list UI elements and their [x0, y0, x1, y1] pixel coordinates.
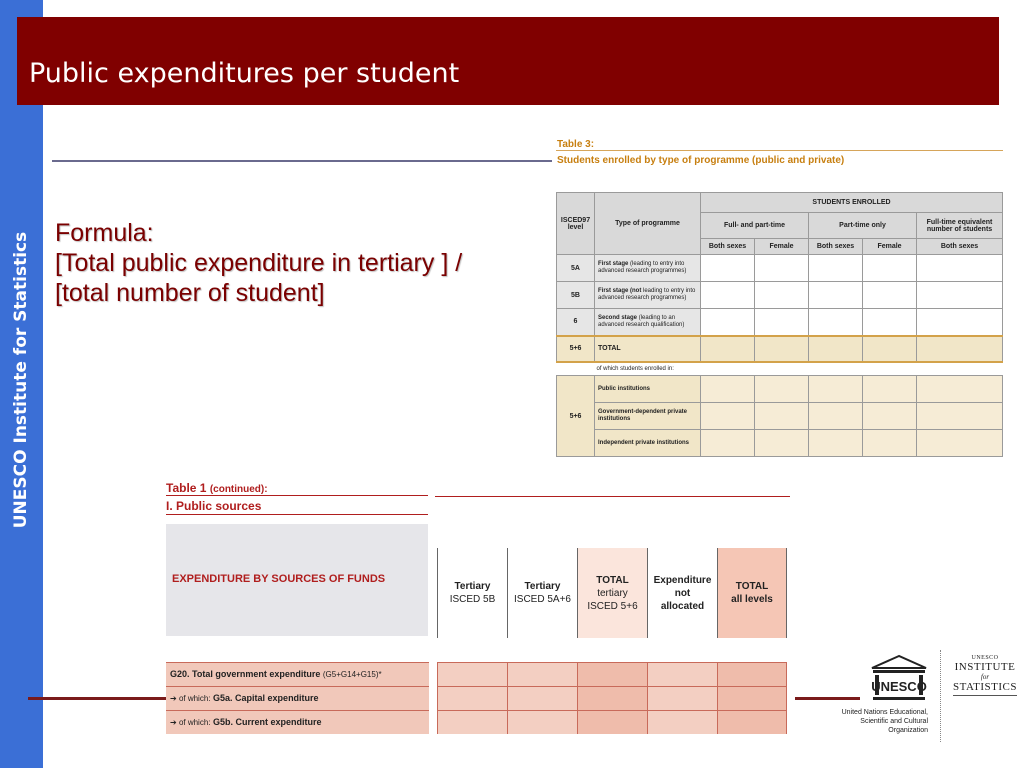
table1-row-label: ➔ of which: G5b. Current expenditure: [166, 710, 429, 734]
table3-total-label: TOTAL: [595, 336, 701, 362]
arrow-right-icon: ➔: [170, 718, 179, 727]
table-row: [166, 686, 790, 710]
table3-header-both-sexes: Both sexes: [701, 239, 755, 255]
table3-rule: [556, 150, 1003, 151]
table3-level: 6: [557, 309, 595, 336]
table3-header-full-part: Full- and part-time: [701, 213, 809, 239]
slide-title: Public expenditures per student: [29, 58, 460, 89]
table3-total-row: [557, 336, 1003, 362]
table-row: [166, 662, 790, 686]
table3-institution: Independent private institutions: [595, 430, 701, 457]
table3-of-which: of which students enrolled in:: [557, 362, 1003, 376]
table-row: [166, 710, 790, 734]
uis-logo: UNESCO INSTITUTE for STATISTICS: [950, 655, 1020, 696]
table3-level: 5B: [557, 282, 595, 309]
table3-institution: Public institutions: [595, 376, 701, 403]
table1-column-headers: [437, 548, 787, 638]
unesco-caption: United Nations Educational, Scientific and Cultural Organization: [841, 709, 928, 734]
table3-programme: First stage (leading to entry into advanced research programmes): [595, 255, 701, 282]
table1-rule: [166, 495, 428, 496]
table3-header-female: Female: [863, 239, 917, 255]
arrow-right-icon: ➔: [170, 694, 179, 703]
table3-level: 5A: [557, 255, 595, 282]
table-row: [557, 376, 1003, 403]
table1-col-header: Expenditure not allocated: [647, 548, 717, 638]
table-row: [557, 309, 1003, 336]
table-row: [557, 403, 1003, 430]
table3-title: Table 3:: [557, 139, 595, 150]
table3-level: 5+6: [557, 376, 595, 457]
table1-title: Table 1 (continued):: [166, 481, 268, 495]
table-row: [557, 282, 1003, 309]
svg-text:UNESCO: UNESCO: [871, 679, 927, 694]
table-row: [557, 430, 1003, 457]
table1-col-header: TOTAL tertiary ISCED 5+6: [577, 548, 647, 638]
table1-rule: [435, 496, 790, 497]
table3-subtitle: Students enrolled by type of programme (public and private): [557, 155, 845, 166]
divider-rule-bottom: [795, 697, 860, 700]
table1-col-header: TOTAL all levels: [717, 548, 787, 638]
table3-header-fte: Full-time equivalent number of students: [917, 213, 1003, 239]
table3-of-which-row: [557, 362, 1003, 376]
table3-header-both-sexes: Both sexes: [809, 239, 863, 255]
formula-heading: Formula:: [55, 219, 154, 247]
divider-rule-bottom: [28, 697, 168, 700]
table1-col-header: Tertiary ISCED 5B: [437, 548, 507, 638]
divider-rule: [52, 160, 552, 162]
table3-programme: Second stage (leading to an advanced research qualification): [595, 309, 701, 336]
formula-block: [55, 218, 475, 308]
table3-header-isced: ISCED97 level: [557, 193, 595, 255]
table3: [556, 192, 1003, 457]
table3-header-female: Female: [755, 239, 809, 255]
table1-row-label: ➔ of which: G5a. Capital expenditure: [166, 686, 429, 710]
table1-subtitle: I. Public sources: [166, 499, 262, 513]
table3-header-enrolled: STUDENTS ENROLLED: [701, 193, 1003, 213]
sidebar-label: UNESCO Institute for Statistics: [11, 231, 31, 529]
table1-col-header: Tertiary ISCED 5A+6: [507, 548, 577, 638]
table3-programme: First stage (not leading to entry into advanced research programmes): [595, 282, 701, 309]
logo-divider: [940, 650, 941, 742]
table3-header-programme: Type of programme: [595, 193, 701, 255]
table3-level: 5+6: [557, 336, 595, 362]
table1-left-header: [166, 524, 428, 636]
table-row: [557, 255, 1003, 282]
formula-body: [Total public expenditure in tertiary ] / [total number of student]: [55, 249, 463, 307]
table3-header-part-only: Part-time only: [809, 213, 917, 239]
table3-institution: Government-dependent private institutions: [595, 403, 701, 430]
sidebar: [0, 0, 43, 768]
table1-rule: [166, 514, 428, 515]
table3-header-both-sexes: Both sexes: [917, 239, 1003, 255]
table1-left-header-label: EXPENDITURE BY SOURCES OF FUNDS: [172, 573, 386, 585]
unesco-temple-icon: [868, 654, 930, 704]
table1-row-label: G20. Total government expenditure (G5+G14+G15)*: [166, 662, 429, 686]
title-bar: [17, 17, 999, 105]
